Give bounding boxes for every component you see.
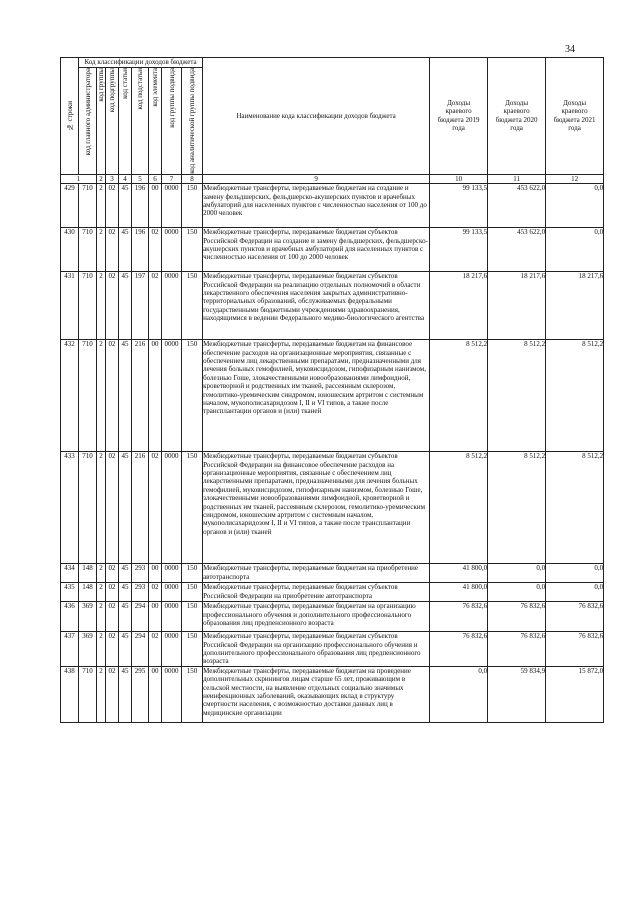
amount-cell: 76 832,6 — [430, 632, 488, 667]
code-cell: 710 — [79, 340, 97, 452]
code-col-header: код элемента — [149, 68, 162, 175]
code-cell: 0000 — [162, 564, 182, 583]
table-row — [61, 272, 604, 340]
amount-cell: 18 217,6 — [430, 272, 488, 340]
amount-cell: 76 832,6 — [488, 632, 546, 667]
income-name-cell: Межбюджетные трансферты, передаваемые бюджетам субъектов Российской Федерации на приобретение автотранспорта — [203, 583, 430, 602]
amount-cell: 0,0 — [546, 564, 604, 583]
code-cell: 2 — [97, 602, 106, 632]
code-cell: 150 — [182, 666, 203, 722]
code-cell: 196 — [132, 228, 149, 272]
code-cell: 02 — [149, 228, 162, 272]
code-cell: 710 — [79, 228, 97, 272]
table-row — [61, 184, 604, 228]
code-cell: 2 — [97, 228, 106, 272]
table-row — [61, 666, 604, 722]
code-cell: 148 — [79, 583, 97, 602]
col-number: 4 — [119, 174, 132, 183]
code-cell: 45 — [119, 452, 132, 564]
code-col-header: код аналитической группы подвида — [182, 68, 203, 175]
code-cell: 02 — [106, 184, 119, 228]
code-cell: 294 — [132, 632, 149, 667]
amount-cell: 8 512,2 — [546, 452, 604, 564]
code-cell: 0000 — [162, 602, 182, 632]
code-cell: 197 — [132, 272, 149, 340]
code-cell: 2 — [97, 184, 106, 228]
amount-cell: 99 133,5 — [430, 228, 488, 272]
income-name-cell: Межбюджетные трансферты, передаваемые бюджетам на создание и замену фельдшерских, фельдшерско-акушерских пунктов и врачебных амбулаторий для населенных пунктов с численностью населения от 100 до 2000 человек — [203, 184, 430, 228]
code-cell: 0000 — [162, 666, 182, 722]
code-cell: 02 — [149, 583, 162, 602]
code-cell: 02 — [106, 340, 119, 452]
code-cell: 45 — [119, 564, 132, 583]
code-cell: 45 — [119, 184, 132, 228]
code-cell: 45 — [119, 602, 132, 632]
code-cell: 0000 — [162, 228, 182, 272]
row-number: 430 — [61, 228, 79, 272]
code-cell: 369 — [79, 632, 97, 667]
row-number: 433 — [61, 452, 79, 564]
code-cell: 150 — [182, 272, 203, 340]
code-col-header: код группы — [97, 68, 106, 175]
name-column-header: Наименование кода классификации доходов бюджета — [203, 58, 430, 175]
code-cell: 295 — [132, 666, 149, 722]
table-row — [61, 340, 604, 452]
code-cell: 710 — [79, 184, 97, 228]
income-name-cell: Межбюджетные трансферты, передаваемые бюджетам субъектов Российской Федерации на реализацию отдельных полномочий в области лекарственного обеспечения населения закрытых административно-территориальных образований, обслуживаемых федеральными государственными бюджетными учреждениями здравоохранения, находящимися в ведении Федерального медико-биологического агентства — [203, 272, 430, 340]
table-row — [61, 632, 604, 667]
table-row — [61, 228, 604, 272]
code-cell: 150 — [182, 632, 203, 667]
col-number: 2 — [97, 174, 106, 183]
year-2019-header: Доходы краевого бюджета 2019 года — [430, 58, 488, 175]
col-number: 1 — [61, 174, 97, 183]
code-cell: 00 — [149, 564, 162, 583]
amount-cell: 59 834,9 — [488, 666, 546, 722]
code-cell: 02 — [106, 583, 119, 602]
code-cell: 02 — [106, 632, 119, 667]
amount-cell: 99 133,5 — [430, 184, 488, 228]
col-number: 12 — [546, 174, 604, 183]
code-cell: 2 — [97, 564, 106, 583]
code-cell: 0000 — [162, 583, 182, 602]
page-number: 34 — [565, 44, 575, 55]
amount-cell: 8 512,2 — [546, 340, 604, 452]
code-cell: 45 — [119, 632, 132, 667]
code-cell: 0000 — [162, 632, 182, 667]
code-cell: 02 — [149, 452, 162, 564]
row-number: 435 — [61, 583, 79, 602]
amount-cell: 76 832,6 — [488, 602, 546, 632]
amount-cell: 8 512,2 — [488, 452, 546, 564]
row-number: 429 — [61, 184, 79, 228]
code-cell: 294 — [132, 602, 149, 632]
code-col-header: код статьи — [119, 68, 132, 175]
code-cell: 2 — [97, 666, 106, 722]
row-number: 437 — [61, 632, 79, 667]
code-cell: 0000 — [162, 184, 182, 228]
code-cell: 150 — [182, 452, 203, 564]
income-name-cell: Межбюджетные трансферты, передаваемые бюджетам на организацию профессионального обучения и дополнительного профессионального образования лиц предпенсионного возраста — [203, 602, 430, 632]
code-cell: 293 — [132, 583, 149, 602]
code-cell: 45 — [119, 340, 132, 452]
amount-cell: 0,0 — [546, 184, 604, 228]
code-cell: 00 — [149, 666, 162, 722]
code-cell: 148 — [79, 564, 97, 583]
table-row — [61, 583, 604, 602]
col-number: 9 — [203, 174, 430, 183]
row-number: 431 — [61, 272, 79, 340]
code-cell: 150 — [182, 340, 203, 452]
col-number: 10 — [430, 174, 488, 183]
code-cell: 710 — [79, 272, 97, 340]
amount-cell: 18 217,6 — [488, 272, 546, 340]
col-number: 3 — [106, 174, 119, 183]
amount-cell: 15 872,0 — [546, 666, 604, 722]
amount-cell: 41 800,0 — [430, 583, 488, 602]
code-cell: 2 — [97, 452, 106, 564]
code-cell: 150 — [182, 602, 203, 632]
code-group-header: Код классификации доходов бюджета — [79, 58, 203, 68]
column-numbers-row — [61, 174, 604, 183]
code-cell: 00 — [149, 340, 162, 452]
code-cell: 02 — [149, 272, 162, 340]
amount-cell: 453 622,0 — [488, 228, 546, 272]
amount-cell: 8 512,2 — [430, 452, 488, 564]
code-cell: 45 — [119, 228, 132, 272]
row-number-header: № строки — [61, 58, 79, 175]
amount-cell: 76 832,6 — [430, 602, 488, 632]
income-name-cell: Межбюджетные трансферты, передаваемые бюджетам субъектов Российской Федерации на создание и замену фельдшерских, фельдшерско-акушерских пунктов и врачебных амбулаторий для населенных пунктов с численностью населения от 100 до 2000 человек — [203, 228, 430, 272]
code-cell: 0000 — [162, 340, 182, 452]
code-col-header: код главного администратора — [79, 68, 97, 175]
amount-cell: 453 622,0 — [488, 184, 546, 228]
code-cell: 196 — [132, 184, 149, 228]
code-cell: 2 — [97, 583, 106, 602]
amount-cell: 41 800,0 — [430, 564, 488, 583]
code-cell: 2 — [97, 340, 106, 452]
code-cell: 45 — [119, 666, 132, 722]
code-cell: 150 — [182, 184, 203, 228]
code-cell: 02 — [106, 666, 119, 722]
amount-cell: 8 512,2 — [430, 340, 488, 452]
code-cell: 150 — [182, 228, 203, 272]
year-2021-header: Доходы краевого бюджета 2021 года — [546, 58, 604, 175]
code-cell: 02 — [106, 602, 119, 632]
table-row — [61, 602, 604, 632]
amount-cell: 0,0 — [546, 228, 604, 272]
code-cell: 216 — [132, 340, 149, 452]
row-number: 434 — [61, 564, 79, 583]
row-number: 438 — [61, 666, 79, 722]
code-cell: 00 — [149, 184, 162, 228]
col-number: 11 — [488, 174, 546, 183]
code-col-header: код подгруппы — [106, 68, 119, 175]
code-cell: 02 — [149, 632, 162, 667]
code-cell: 45 — [119, 583, 132, 602]
code-cell: 45 — [119, 272, 132, 340]
code-cell: 369 — [79, 602, 97, 632]
income-name-cell: Межбюджетные трансферты, передаваемые бюджетам на финансовое обеспечение расходов на организационные мероприятия, связанные с обеспечением лиц лекарственными препаратами, предназначенными для лечения больных гемофилией, муковисцидозом, гипофизарным нанизмом, болезнью Гоше, злокачественными новообразованиями лимфоидной, кроветворной и родственных им тканей, рассеянным склерозом, гемолитико-уремическим синдромом, юношеским артритом с системным началом, мукополисахаридозом I, II и VI типов, а также после трансплантации органов и (или) тканей — [203, 340, 430, 452]
amount-cell: 0,0 — [430, 666, 488, 722]
col-number: 5 — [132, 174, 149, 183]
code-cell: 00 — [149, 602, 162, 632]
amount-cell: 8 512,2 — [488, 340, 546, 452]
income-name-cell: Межбюджетные трансферты, передаваемые бюджетам субъектов Российской Федерации на финансовое обеспечение расходов на организационные мероприятия, связанные с обеспечением лиц лекарственными препаратами, предназначенными для лечения больных гемофилией, муковисцидозом, гипофизарным нанизмом, болезнью Гоше, злокачественными новообразованиями лимфоидной, кроветворной и родственных им тканей, рассеянным склерозом, гемолитико-уремическим синдромом, юношеским артритом с системным началом, мукополисахаридозом I, II и VI типов, а также после трансплантации органов и (или) тканей — [203, 452, 430, 564]
code-cell: 216 — [132, 452, 149, 564]
code-cell: 02 — [106, 564, 119, 583]
amount-cell: 0,0 — [546, 583, 604, 602]
code-cell: 2 — [97, 632, 106, 667]
amount-cell: 18 217,6 — [546, 272, 604, 340]
code-cell: 02 — [106, 228, 119, 272]
code-cell: 293 — [132, 564, 149, 583]
code-cell: 150 — [182, 564, 203, 583]
amount-cell: 0,0 — [488, 583, 546, 602]
amount-cell: 0,0 — [488, 564, 546, 583]
budget-income-table — [60, 57, 604, 723]
amount-cell: 76 832,6 — [546, 602, 604, 632]
year-2020-header: Доходы краевого бюджета 2020 года — [488, 58, 546, 175]
table-row — [61, 452, 604, 564]
col-number: 8 — [182, 174, 203, 183]
code-col-header: код подстатьи — [132, 68, 149, 175]
code-cell: 150 — [182, 583, 203, 602]
code-cell: 710 — [79, 666, 97, 722]
code-col-header: код группы подвида — [162, 68, 182, 175]
code-cell: 02 — [106, 272, 119, 340]
income-name-cell: Межбюджетные трансферты, передаваемые бюджетам на проведение дополнительных скринингов лицам старше 65 лет, проживающим в сельской местности, на выявление отдельных социально значимых неинфекционных заболеваний, оказывающих вклад в структуру смертности населения, с возможностью доставки данных лиц в медицинские организации — [203, 666, 430, 722]
code-cell: 0000 — [162, 452, 182, 564]
row-number: 436 — [61, 602, 79, 632]
income-name-cell: Межбюджетные трансферты, передаваемые бюджетам на приобретение автотранспорта — [203, 564, 430, 583]
income-name-cell: Межбюджетные трансферты, передаваемые бюджетам субъектов Российской Федерации на организацию профессионального обучения и дополнительного профессионального образования лиц предпенсионного возраста — [203, 632, 430, 667]
amount-cell: 76 832,6 — [546, 632, 604, 667]
table-row — [61, 564, 604, 583]
code-cell: 0000 — [162, 272, 182, 340]
code-cell: 710 — [79, 452, 97, 564]
col-number: 7 — [162, 174, 182, 183]
code-cell: 2 — [97, 272, 106, 340]
row-number: 432 — [61, 340, 79, 452]
code-cell: 02 — [106, 452, 119, 564]
col-number: 6 — [149, 174, 162, 183]
